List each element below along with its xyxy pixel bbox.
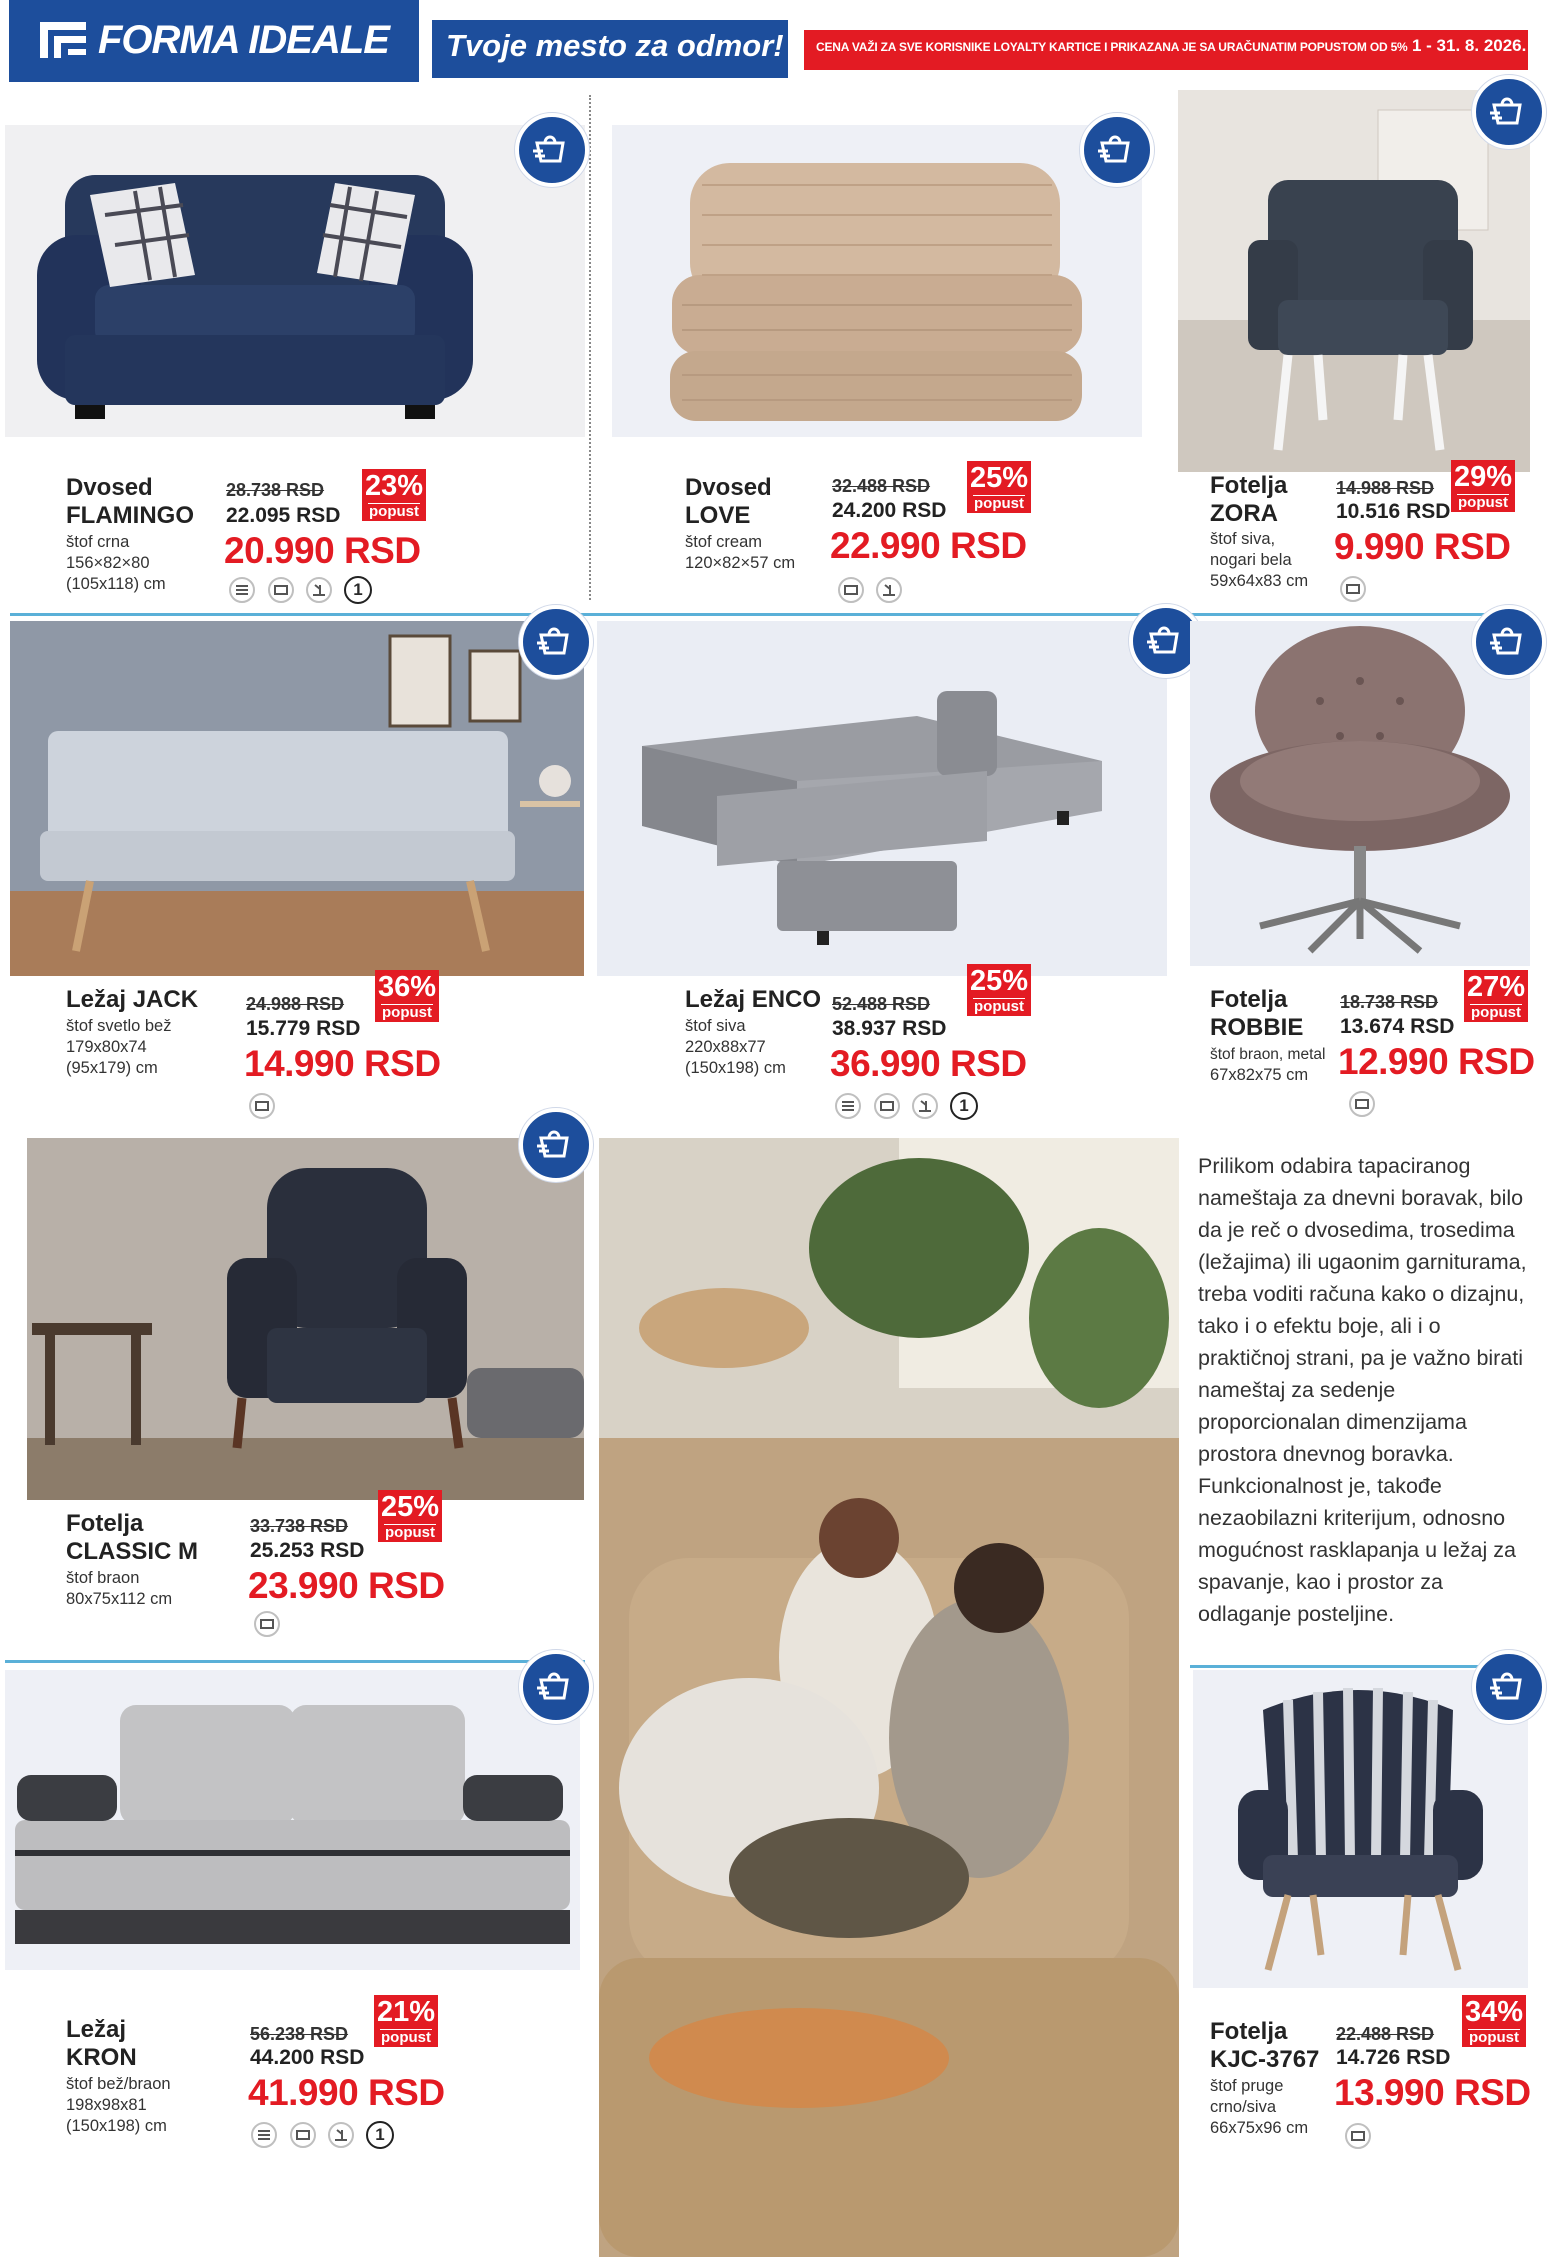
old-price: 56.238 RSD [250, 2024, 349, 2044]
old-price: 52.488 RSD [832, 994, 931, 1014]
old-price: 22.488 RSD [1336, 2024, 1435, 2044]
cart-icon [1490, 623, 1528, 661]
product-dimensions: 156×82×80 [66, 554, 150, 572]
regular-price: 22.095 RSD [226, 504, 341, 527]
kjc-image [1193, 1670, 1528, 1988]
product-type: Dvosed [66, 474, 153, 501]
product-dimensions: 59x64x83 cm [1210, 572, 1309, 590]
discount-badge: 36% popust [375, 970, 439, 1022]
product-material: štof braon [66, 1569, 140, 1587]
product-dimensions: 66x75x96 cm [1210, 2119, 1309, 2137]
love-image [612, 125, 1142, 437]
promo-note: CENA VAŽI ZA SVE KORISNIKE LOYALTY KARTICE I PRIKAZANA JE SA URAČUNATIM POPUSTOM OD 5% [816, 40, 1408, 54]
final-price: 14.990 RSD [244, 1043, 441, 1084]
product-bed-size: (150x198) cm [685, 1059, 786, 1077]
divider-vertical [589, 95, 591, 600]
product-dimensions: 179x80x74 [66, 1038, 147, 1056]
foam-icon [838, 577, 864, 603]
final-price: 22.990 RSD [830, 525, 1027, 566]
fold-icon [912, 1093, 938, 1119]
one-icon: 1 [950, 1092, 978, 1120]
old-price: 28.738 RSD [226, 480, 325, 500]
regular-price: 25.253 RSD [250, 1539, 365, 1562]
product-material: štof siva [685, 1017, 746, 1035]
cart-icon [537, 1668, 575, 1706]
product-type: Fotelja [1210, 986, 1288, 1013]
final-price: 12.990 RSD [1338, 1041, 1535, 1082]
product-dimensions: 67x82x75 cm [1210, 1066, 1309, 1084]
foam-icon [249, 1093, 275, 1119]
product-material: štof svetlo bež [66, 1017, 172, 1035]
product-type: Fotelja [1210, 472, 1288, 499]
product-dimensions: 120×82×57 cm [685, 554, 796, 572]
regular-price: 24.200 RSD [832, 499, 947, 522]
cart-icon [537, 1126, 575, 1164]
product-legs: nogari bela [1210, 551, 1292, 569]
kron-image [5, 1670, 580, 1970]
final-price: 13.990 RSD [1334, 2072, 1531, 2113]
product-bed-size: (150x198) cm [66, 2117, 167, 2135]
cart-icon [1490, 1668, 1528, 1706]
product-name: KRON [66, 2044, 137, 2071]
product-color: crno/siva [1210, 2098, 1277, 2116]
old-price: 18.738 RSD [1340, 992, 1439, 1012]
add-to-cart-jack[interactable] [519, 605, 593, 679]
final-price: 36.990 RSD [830, 1043, 1027, 1084]
fold-icon [876, 577, 902, 603]
foam-icon [290, 2122, 316, 2148]
discount-badge: 23% popust [362, 469, 426, 521]
cart-icon [1098, 131, 1136, 169]
divider-left [5, 1660, 585, 1663]
logo-icon [40, 22, 86, 58]
foam-icon [874, 1093, 900, 1119]
product-dimensions: 198x98x81 [66, 2096, 147, 2114]
classic-image [27, 1138, 584, 1500]
discount-badge: 34% popust [1462, 1995, 1526, 2047]
foam-icon [1345, 2123, 1371, 2149]
product-material: štof siva, [1210, 530, 1276, 548]
spring-icon [251, 2122, 277, 2148]
foam-icon [268, 577, 294, 603]
robbie-image [1190, 621, 1530, 966]
product-type: Fotelja [66, 1510, 144, 1537]
foam-icon [1349, 1091, 1375, 1117]
product-material: štof bež/braon [66, 2075, 171, 2093]
spring-icon [835, 1093, 861, 1119]
regular-price: 14.726 RSD [1336, 2046, 1451, 2069]
fold-icon [306, 577, 332, 603]
add-to-cart-kron[interactable] [519, 1650, 593, 1724]
product-name: Ležaj JACK [66, 986, 199, 1013]
product-material: štof braon, metal [1210, 1046, 1326, 1063]
one-icon: 1 [344, 576, 372, 604]
regular-price: 44.200 RSD [250, 2046, 365, 2069]
jack-image [10, 621, 584, 976]
regular-price: 38.937 RSD [832, 1017, 947, 1040]
add-to-cart-flamingo[interactable] [515, 113, 589, 187]
product-material: štof crna [66, 533, 130, 551]
product-material: štof pruge [1210, 2077, 1284, 2095]
slogan: Tvoje mesto za odmor! [446, 28, 784, 63]
product-name: CLASSIC M [66, 1538, 198, 1565]
discount-badge: 29% popust [1451, 460, 1515, 512]
product-name: ROBBIE [1210, 1014, 1304, 1041]
final-price: 20.990 RSD [224, 530, 421, 571]
discount-badge: 25% popust [967, 461, 1031, 513]
discount-badge: 27% popust [1464, 970, 1528, 1022]
product-name: KJC-3767 [1210, 2046, 1320, 2073]
product-name: LOVE [685, 502, 751, 529]
add-to-cart-classic[interactable] [519, 1108, 593, 1182]
add-to-cart-kjc[interactable] [1472, 1650, 1546, 1724]
info-paragraph: Prilikom odabira tapaciranog nameštaja za dnevni boravak, bilo da je reč o dvosedima, trosedima (ležajima) ili ugaonim garniturama, treba voditi računa kako o dizajnu, tako i o efektu boje, ali i o praktičnoj strani, pa je važno birati nameštaj za sedenje proporcionalan dimenzijama prostora dnevnog boravka. Funkcionalnost je, takođe nezaobilazni kriterijum, odnosno mogućnost rasklapanja u ležaj za spavanje, kao i prostor za odlaganje posteljine. [1198, 1154, 1527, 1626]
add-to-cart-zora[interactable] [1472, 75, 1546, 149]
brand-logo-text: FORMA IDEALE [98, 18, 389, 62]
regular-price: 15.779 RSD [246, 1017, 361, 1040]
foam-icon [254, 1611, 280, 1637]
cart-icon [1147, 622, 1185, 660]
spring-icon [229, 577, 255, 603]
discount-badge: 21% popust [374, 1995, 438, 2047]
final-price: 23.990 RSD [248, 1565, 445, 1606]
zora-image [1178, 90, 1530, 472]
regular-price: 10.516 RSD [1336, 500, 1451, 523]
cart-icon [533, 131, 571, 169]
foam-icon [1340, 576, 1366, 602]
fold-icon [328, 2122, 354, 2148]
add-to-cart-love[interactable] [1080, 113, 1154, 187]
cart-icon [1490, 93, 1528, 131]
old-price: 14.988 RSD [1336, 478, 1435, 498]
one-icon: 1 [366, 2121, 394, 2149]
old-price: 33.738 RSD [250, 1516, 349, 1536]
product-name: ZORA [1210, 500, 1278, 527]
product-name: FLAMINGO [66, 502, 194, 529]
cart-icon [537, 623, 575, 661]
old-price: 24.988 RSD [246, 994, 345, 1014]
discount-badge: 25% popust [378, 1490, 442, 1542]
product-name: Ležaj ENCO [685, 986, 822, 1013]
product-dimensions: 220x88x77 [685, 1038, 766, 1056]
product-type: Fotelja [1210, 2018, 1288, 2045]
product-type: Ležaj [66, 2016, 127, 2043]
final-price: 41.990 RSD [248, 2072, 445, 2113]
lifestyle-photo [599, 1138, 1179, 2257]
product-material: štof cream [685, 533, 763, 551]
regular-price: 13.674 RSD [1340, 1015, 1455, 1038]
product-type: Dvosed [685, 474, 772, 501]
divider-row-1 [10, 613, 1530, 616]
old-price: 32.488 RSD [832, 476, 931, 496]
product-bed-size: (95x179) cm [66, 1059, 158, 1077]
add-to-cart-robbie[interactable] [1472, 605, 1546, 679]
final-price: 9.990 RSD [1334, 526, 1511, 567]
discount-badge: 25% popust [967, 964, 1031, 1016]
flamingo-image [5, 125, 585, 437]
product-bed-size: (105x118) cm [66, 575, 166, 593]
enco-image [597, 621, 1167, 976]
product-dimensions: 80x75x112 cm [66, 1590, 173, 1608]
promo-dates: 1 - 31. 8. 2026. [1412, 36, 1527, 55]
